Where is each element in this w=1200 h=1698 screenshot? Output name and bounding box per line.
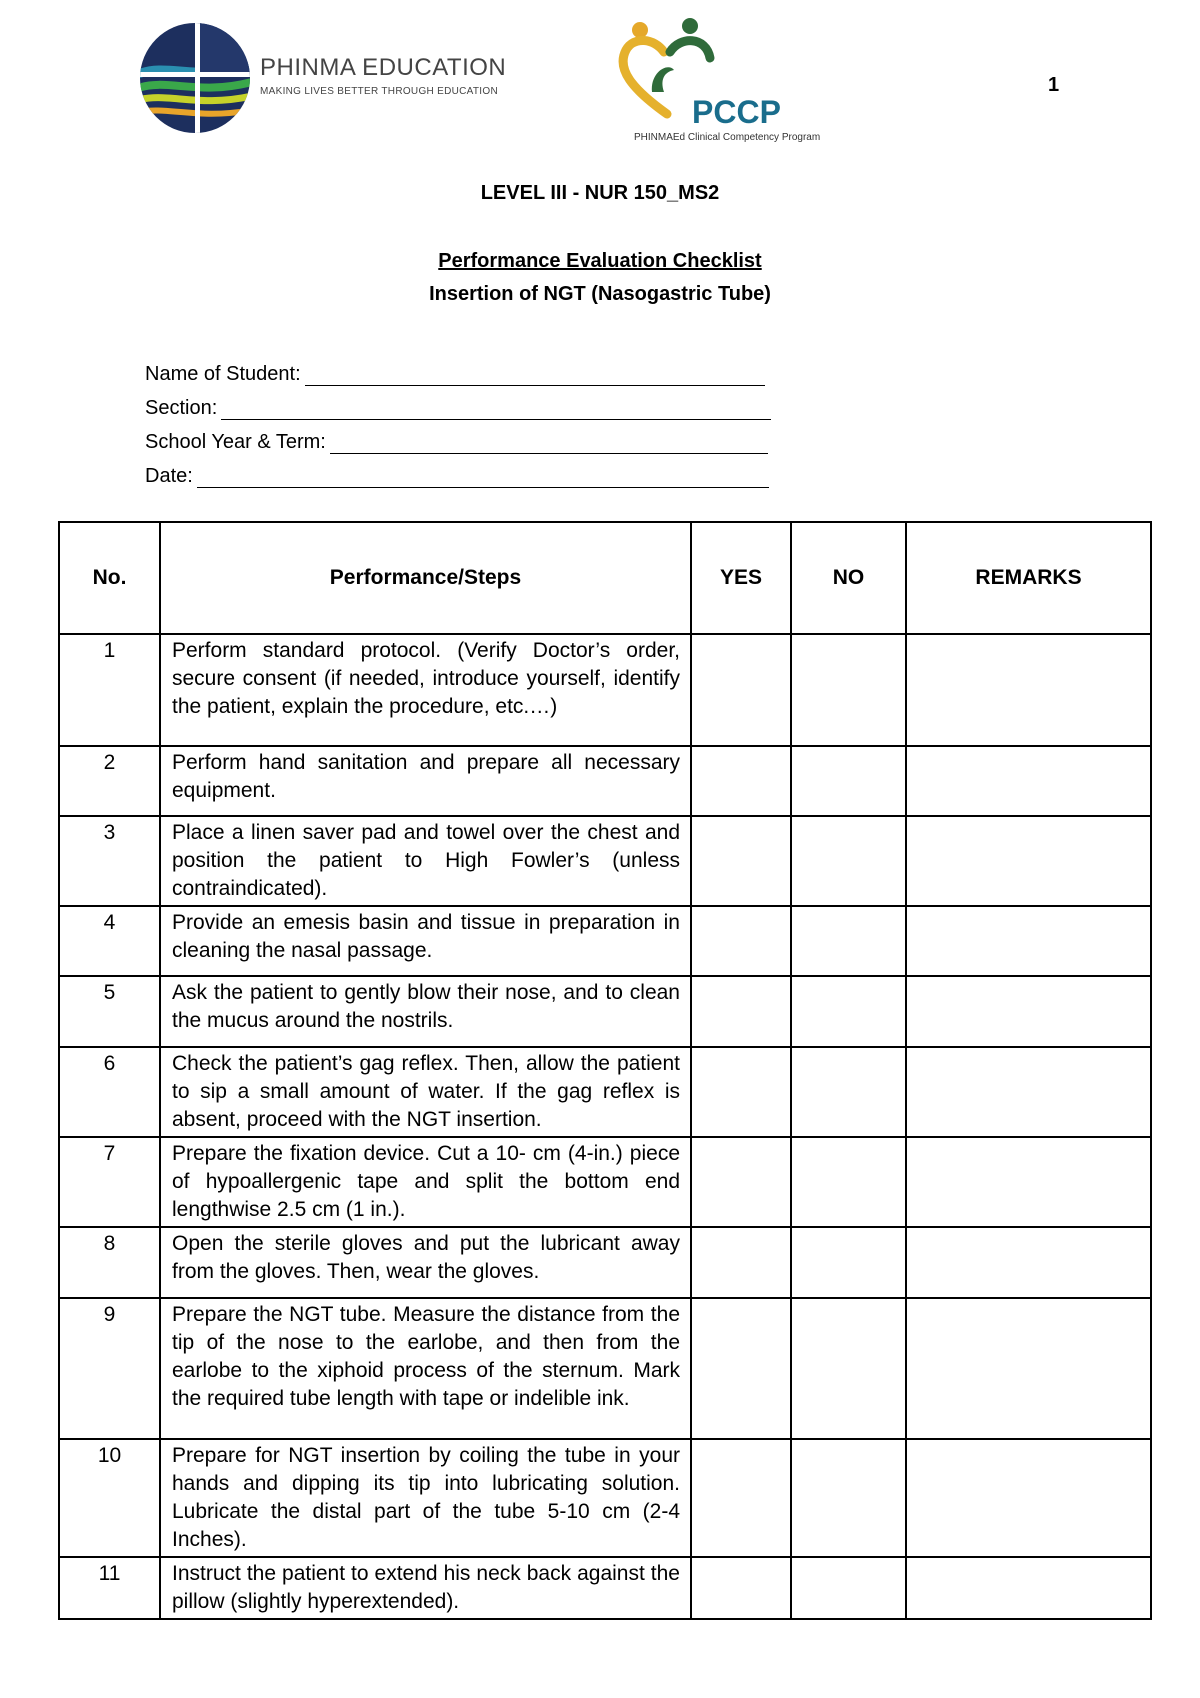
course-level-title: LEVEL III - NUR 150_MS2 — [480, 182, 720, 204]
step-number: 4 — [59, 906, 160, 976]
step-text: Perform standard protocol. (Verify Doctor’s order, secure consent (if needed, introduce yourself, identify the patient, explain the procedure, etc.…) — [160, 634, 691, 746]
school-year-term-input-line[interactable] — [330, 433, 768, 454]
column-header-no-answer: NO — [791, 522, 906, 634]
remarks-cell[interactable] — [906, 746, 1151, 816]
no-cell[interactable] — [791, 816, 906, 906]
remarks-cell[interactable] — [906, 1047, 1151, 1137]
section-input-line[interactable] — [221, 399, 771, 420]
step-text: Perform hand sanitation and prepare all necessary equipment. — [160, 746, 691, 816]
yes-cell[interactable] — [691, 1047, 791, 1137]
remarks-cell[interactable] — [906, 816, 1151, 906]
no-cell[interactable] — [791, 746, 906, 816]
yes-cell[interactable] — [691, 634, 791, 746]
step-text: Instruct the patient to extend his neck back against the pillow (slightly hyperextended). — [160, 1557, 691, 1619]
date-label: Date: — [145, 465, 193, 487]
student-info-form — [145, 352, 771, 488]
student-name-label: Name of Student: — [145, 363, 301, 385]
remarks-cell[interactable] — [906, 1298, 1151, 1439]
remarks-cell[interactable] — [906, 1439, 1151, 1557]
pccp-logo-subtitle: PHINMAEd Clinical Competency Program — [634, 132, 821, 143]
step-number: 8 — [59, 1227, 160, 1298]
yes-cell[interactable] — [691, 1557, 791, 1619]
step-number: 9 — [59, 1298, 160, 1439]
table-row — [59, 1298, 1151, 1439]
school-year-term-field — [145, 420, 771, 454]
yes-cell[interactable] — [691, 976, 791, 1047]
no-cell[interactable] — [791, 1557, 906, 1619]
column-header-remarks: REMARKS — [906, 522, 1151, 634]
table-row — [59, 1439, 1151, 1557]
step-number: 7 — [59, 1137, 160, 1227]
no-cell[interactable] — [791, 1227, 906, 1298]
table-row — [59, 1047, 1151, 1137]
no-cell[interactable] — [791, 1439, 906, 1557]
column-header-steps: Performance/Steps — [160, 522, 691, 634]
school-year-term-label: School Year & Term: — [145, 431, 326, 453]
yes-cell[interactable] — [691, 1137, 791, 1227]
step-text: Open the sterile gloves and put the lubricant away from the gloves. Then, wear the gloves. — [160, 1227, 691, 1298]
step-number: 11 — [59, 1557, 160, 1619]
column-header-no: No. — [59, 522, 160, 634]
table-row — [59, 634, 1151, 746]
yes-cell[interactable] — [691, 816, 791, 906]
step-text: Check the patient’s gag reflex. Then, allow the patient to sip a small amount of water. If the gag reflex is absent, proceed with the NGT insertion. — [160, 1047, 691, 1137]
table-row — [59, 1557, 1151, 1619]
section-label: Section: — [145, 397, 218, 419]
step-text: Place a linen saver pad and towel over the chest and position the patient to High Fowler’s (unless contraindicated). — [160, 816, 691, 906]
yes-cell[interactable] — [691, 1439, 791, 1557]
column-header-yes: YES — [691, 522, 791, 634]
phinma-emblem-icon — [138, 22, 252, 134]
pccp-logo-title: PCCP — [692, 94, 781, 130]
table-header-row — [59, 522, 1151, 634]
table-row — [59, 816, 1151, 906]
step-text: Prepare for NGT insertion by coiling the tube in your hands and dipping its tip into lubricating solution. Lubricate the distal part of the tube 5-10 cm (2-4 Inches). — [160, 1439, 691, 1557]
document-heading: Performance Evaluation Checklist — [438, 250, 762, 272]
table-row — [59, 906, 1151, 976]
step-number: 1 — [59, 634, 160, 746]
remarks-cell[interactable] — [906, 1227, 1151, 1298]
step-number: 5 — [59, 976, 160, 1047]
step-text: Prepare the NGT tube. Measure the distance from the tip of the nose to the earlobe, and then from the earlobe to the xiphoid process of the sternum. Mark the required tube length with tape or indelible ink. — [160, 1298, 691, 1439]
page-number: 1 — [1048, 74, 1060, 96]
no-cell[interactable] — [791, 976, 906, 1047]
date-input-line[interactable] — [197, 467, 769, 488]
step-number: 6 — [59, 1047, 160, 1137]
remarks-cell[interactable] — [906, 976, 1151, 1047]
yes-cell[interactable] — [691, 906, 791, 976]
phinma-logo-title: PHINMA EDUCATION — [260, 54, 507, 81]
table-row — [59, 976, 1151, 1047]
phinma-education-logo — [138, 22, 508, 140]
step-number: 3 — [59, 816, 160, 906]
pccp-logo — [612, 14, 842, 148]
remarks-cell[interactable] — [906, 1557, 1151, 1619]
remarks-cell[interactable] — [906, 1137, 1151, 1227]
phinma-logo-tagline: MAKING LIVES BETTER THROUGH EDUCATION — [260, 86, 498, 97]
step-text: Ask the patient to gently blow their nose, and to clean the mucus around the nostrils. — [160, 976, 691, 1047]
remarks-cell[interactable] — [906, 906, 1151, 976]
no-cell[interactable] — [791, 906, 906, 976]
student-name-field — [145, 352, 771, 386]
yes-cell[interactable] — [691, 1227, 791, 1298]
no-cell[interactable] — [791, 1047, 906, 1137]
table-row — [59, 1137, 1151, 1227]
evaluation-checklist-table — [58, 521, 1152, 1620]
document-subheading: Insertion of NGT (Nasogastric Tube) — [429, 283, 771, 305]
no-cell[interactable] — [791, 1137, 906, 1227]
step-number: 2 — [59, 746, 160, 816]
table-row — [59, 746, 1151, 816]
no-cell[interactable] — [791, 634, 906, 746]
section-field — [145, 386, 771, 420]
remarks-cell[interactable] — [906, 634, 1151, 746]
yes-cell[interactable] — [691, 746, 791, 816]
step-text: Prepare the fixation device. Cut a 10- cm (4-in.) piece of hypoallergenic tape and split the bottom end lengthwise 2.5 cm (1 in.). — [160, 1137, 691, 1227]
no-cell[interactable] — [791, 1298, 906, 1439]
step-number: 10 — [59, 1439, 160, 1557]
table-row — [59, 1227, 1151, 1298]
step-text: Provide an emesis basin and tissue in preparation in cleaning the nasal passage. — [160, 906, 691, 976]
student-name-input-line[interactable] — [305, 365, 765, 386]
date-field — [145, 454, 771, 488]
yes-cell[interactable] — [691, 1298, 791, 1439]
